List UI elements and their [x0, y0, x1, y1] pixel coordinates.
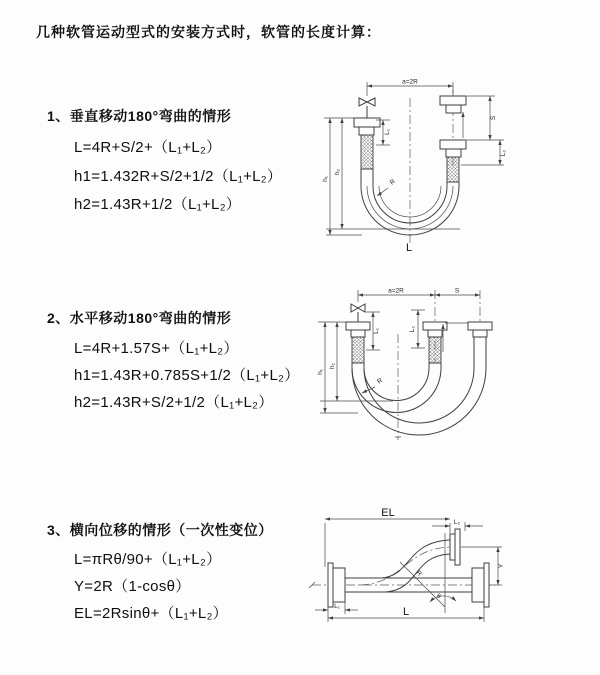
middle-flange [423, 322, 447, 363]
length-label: L [406, 242, 413, 254]
section-3-heading: 3、横向位移的情形（一次性变位） [47, 522, 273, 538]
section-2-formula-L: L=4R+1.57S+（L₁+L₂） [74, 340, 239, 357]
section-3-formula-L: L=πRθ/90+（L₁+L₂） [74, 551, 222, 568]
dim-l1-label: L₁ [334, 603, 340, 610]
page-title: 几种软管运动型式的安装方式时，软管的长度计算： [36, 24, 381, 40]
dim-s-label: S [490, 115, 497, 121]
dim-l2-label: L₂ [409, 325, 416, 333]
angle-label: θ [437, 593, 441, 600]
dimension-el [325, 507, 450, 567]
section-1-heading: 1、垂直移动180°弯曲的情形 [47, 108, 232, 124]
diagram-lateral-displacement [300, 505, 595, 663]
dim-l2-label: L₂ [500, 149, 507, 157]
left-flange [346, 322, 370, 363]
right-flange-moved [450, 529, 460, 565]
section-1-formula-h2: h2=1.43R+1/2（L₁+L₂） [74, 196, 242, 213]
hose-body [352, 360, 486, 435]
dimension-l1 [315, 602, 358, 614]
valve-icon [359, 98, 375, 118]
diagram-vertical-180-bend [312, 74, 570, 259]
dim-s-label: S [454, 287, 460, 295]
dim-el-label: EL [381, 507, 395, 519]
dim-a2r-label: a=2R [402, 78, 418, 86]
dimension-a2r [367, 79, 453, 87]
dim-y-label: Y [498, 563, 505, 569]
valve-icon [351, 304, 365, 322]
dimension-l [328, 606, 484, 622]
dim-l1-label: L₁ [373, 328, 380, 334]
dim-h2-label: h₂ [334, 168, 341, 176]
right-flange-original [440, 140, 466, 182]
radius-label: R [414, 569, 423, 578]
dim-l2-label: L₂ [453, 519, 461, 526]
dim-h1-label: h₁ [317, 369, 324, 375]
left-flange [328, 563, 345, 607]
section-2-heading: 2、水平移动180°弯曲的情形 [47, 310, 232, 326]
right-flange-moved [468, 322, 492, 360]
dim-h1-label: h₁ [322, 176, 329, 182]
dimension-l1 [366, 312, 380, 350]
right-flange-original [472, 563, 489, 607]
dim-l-label: L [403, 606, 410, 618]
diagram-horizontal-180-bend [308, 282, 578, 450]
right-flange-moved [440, 96, 466, 113]
left-flange [354, 118, 380, 169]
dimension-a2r-s [358, 288, 480, 296]
centerlines [367, 82, 453, 246]
dim-l1-label: L₁ [384, 129, 391, 135]
section-2-formula-h1: h1=1.43R+0.785S+1/2（L₁+L₂） [74, 367, 300, 384]
section-3-formula-Y: Y=2R（1-cosθ） [74, 578, 191, 595]
dimension-s-l2 [461, 96, 507, 165]
dim-a2r-label: a=2R [388, 287, 404, 295]
section-1-formula-L: L=4R+S/2+（L₁+L₂） [74, 139, 222, 156]
radius-label: R [388, 178, 397, 187]
radius-label: R [376, 377, 384, 386]
section-1-formula-h1: h1=1.432R+S/2+1/2（L₁+L₂） [74, 168, 283, 185]
section-3-formula-EL: EL=2Rsinθ+（L₁+L₂） [74, 605, 228, 622]
dim-h2-label: h₂ [329, 362, 336, 370]
centerlines [358, 287, 480, 440]
section-2-formula-h2: h2=1.43R+S/2+1/2（L₁+L₂） [74, 394, 274, 411]
